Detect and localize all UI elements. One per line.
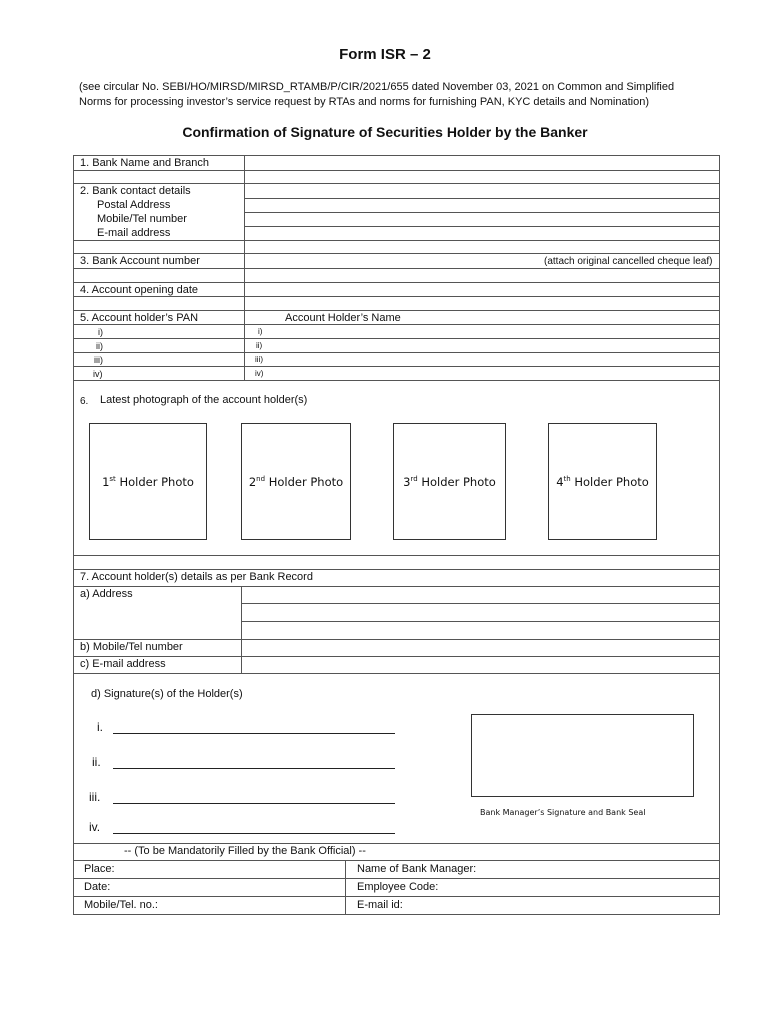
holder-photo-box-1[interactable] xyxy=(89,423,207,540)
pan-roman-1: i) xyxy=(98,327,103,337)
date-field[interactable] xyxy=(116,880,340,894)
name-roman-1: i) xyxy=(258,327,263,336)
signature-roman-4: iv. xyxy=(89,820,101,834)
holder-name-field-3[interactable] xyxy=(270,353,717,365)
holder-name-field-1[interactable] xyxy=(270,325,717,337)
email-address-label: E-mail address xyxy=(97,227,171,239)
account-opening-date-field[interactable] xyxy=(246,284,717,295)
bank-account-number-label: 3. Bank Account number xyxy=(80,255,200,267)
manager-name-label: Name of Bank Manager: xyxy=(357,863,477,875)
bank-name-branch-label: 1. Bank Name and Branch xyxy=(80,157,210,169)
bank-contact-details-label: 2. Bank contact details xyxy=(80,185,191,197)
attach-cheque-note: (attach original cancelled cheque leaf) xyxy=(544,256,713,267)
holder-photo-box-3[interactable] xyxy=(393,423,506,540)
bank-seal-box[interactable] xyxy=(471,714,694,797)
account-holder-name-header: Account Holder’s Name xyxy=(285,312,401,324)
holder-signatures-label: d) Signature(s) of the Holder(s) xyxy=(91,688,243,700)
mobile-tel-label: Mobile/Tel number xyxy=(97,213,187,225)
bank-account-number-field[interactable] xyxy=(246,255,536,267)
address-field-1[interactable] xyxy=(243,588,717,602)
holder-photo-box-2[interactable] xyxy=(241,423,351,540)
holder-email-field[interactable] xyxy=(243,658,717,672)
holder-name-field-2[interactable] xyxy=(270,339,717,351)
pan-field-3[interactable] xyxy=(112,353,240,365)
pan-field-1[interactable] xyxy=(112,325,240,337)
mobile-tel-field[interactable] xyxy=(246,213,717,225)
pan-roman-4: iv) xyxy=(93,369,103,379)
holder-photo-box-4[interactable] xyxy=(548,423,657,540)
bank-mobile-field[interactable] xyxy=(168,898,340,912)
holder-mobile-field[interactable] xyxy=(243,641,717,655)
holder-signature-line-1[interactable] xyxy=(113,733,395,734)
bank-email-field[interactable] xyxy=(410,898,716,912)
postal-address-label: Postal Address xyxy=(97,199,171,211)
holder-photo-label-2: 2nd Holder Photo xyxy=(248,474,344,489)
address-label: a) Address xyxy=(80,588,133,600)
holder-photo-label-3: 3rd Holder Photo xyxy=(403,474,496,489)
address-field-3[interactable] xyxy=(243,623,717,638)
email-address-field[interactable] xyxy=(246,227,717,239)
postal-address-field[interactable] xyxy=(246,199,717,211)
holder-photo-label-1: 1st Holder Photo xyxy=(102,474,194,489)
pan-roman-3: iii) xyxy=(94,355,103,365)
name-roman-2: ii) xyxy=(256,341,263,350)
pan-field-2[interactable] xyxy=(112,339,240,351)
photo-section-label: Latest photograph of the account holder(s) xyxy=(100,394,308,406)
employee-code-label: Employee Code: xyxy=(357,881,439,893)
form-title: Form ISR – 2 xyxy=(339,46,431,63)
signature-roman-1: i. xyxy=(97,720,103,734)
holder-mobile-label: b) Mobile/Tel number xyxy=(80,641,183,653)
name-roman-3: iii) xyxy=(255,355,263,364)
bank-seal-caption: Bank Manager’s Signature and Bank Seal xyxy=(480,808,646,817)
bank-name-branch-field[interactable] xyxy=(246,157,717,169)
account-opening-date-label: 4. Account opening date xyxy=(80,284,199,296)
holder-signature-line-4[interactable] xyxy=(113,833,395,834)
bank-record-details-label: 7. Account holder(s) details as per Bank Record xyxy=(80,571,313,583)
name-roman-4: iv) xyxy=(255,369,264,378)
holder-signature-line-2[interactable] xyxy=(113,768,395,769)
holder-name-field-4[interactable] xyxy=(270,367,717,379)
holder-photo-label-4: 4th Holder Photo xyxy=(556,474,649,489)
pan-field-4[interactable] xyxy=(112,367,240,379)
account-holder-pan-label: 5. Account holder’s PAN xyxy=(80,312,199,324)
mandatory-note: -- (To be Mandatorily Filled by the Bank Official) -- xyxy=(124,845,366,857)
circular-note-line2: Norms for processing investor’s service request by RTAs and norms for furnishing PAN, KYC details and Nomination) xyxy=(79,96,649,108)
bank-mobile-label: Mobile/Tel. no.: xyxy=(84,899,158,911)
employee-code-field[interactable] xyxy=(448,880,716,894)
holder-email-label: c) E-mail address xyxy=(80,658,166,670)
pan-roman-2: ii) xyxy=(96,341,103,351)
manager-name-field[interactable] xyxy=(486,862,716,876)
place-field[interactable] xyxy=(120,862,340,876)
photo-section-number: 6. xyxy=(80,396,89,407)
signature-roman-2: ii. xyxy=(92,755,101,769)
place-label: Place: xyxy=(84,863,115,875)
signature-roman-3: iii. xyxy=(89,790,101,804)
bank-email-label: E-mail id: xyxy=(357,899,403,911)
date-label: Date: xyxy=(84,881,111,893)
address-field-2[interactable] xyxy=(243,605,717,620)
circular-note-line1: (see circular No. SEBI/HO/MIRSD/MIRSD_RTAMB/P/CIR/2021/655 dated November 03, 2021 on Common and Simplified xyxy=(79,81,675,93)
holder-signature-line-3[interactable] xyxy=(113,803,395,804)
form-subtitle: Confirmation of Signature of Securities Holder by the Banker xyxy=(182,124,588,140)
